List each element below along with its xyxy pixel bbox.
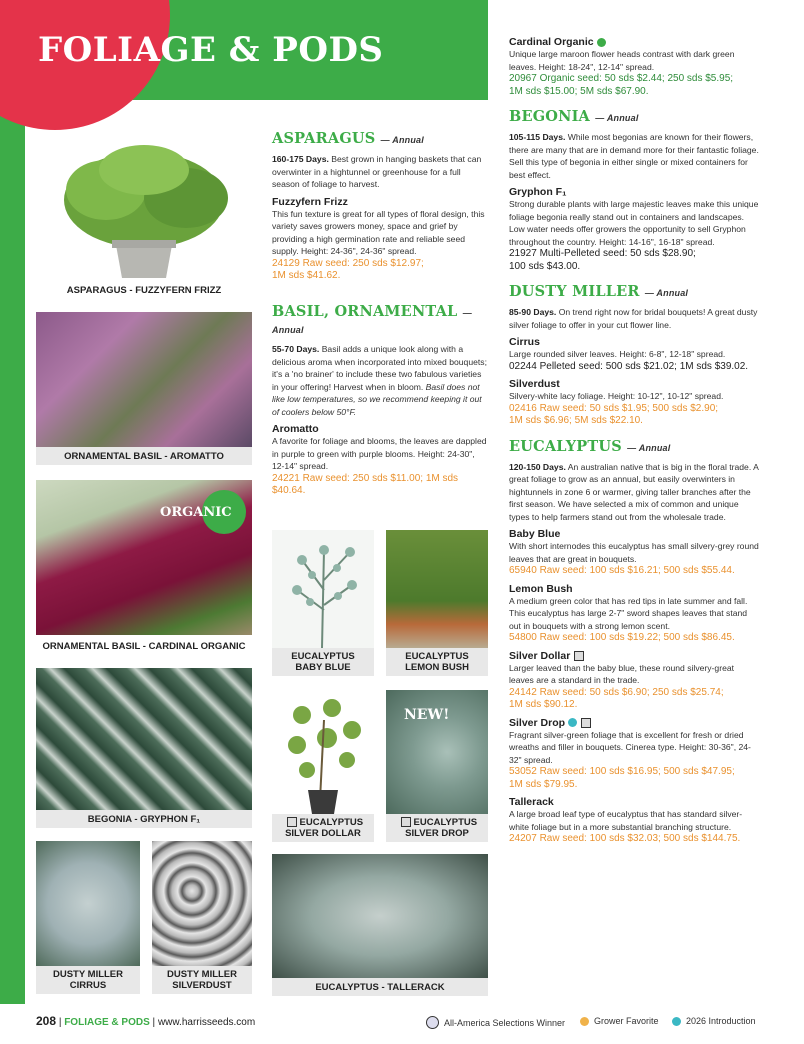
dusty-annual-label: — Annual <box>644 288 689 298</box>
organic-badge-label: ORGANIC <box>160 505 232 520</box>
euc-baby-blue-illustration <box>272 530 374 648</box>
legend-aas-label: All-America Selections Winner <box>444 1017 566 1028</box>
dusty-silverdust-photo <box>152 841 252 966</box>
basil-days: 55-70 Days. <box>272 344 320 354</box>
euc-baby-blue-caption-line1: EUCALYPTUS <box>291 651 355 662</box>
aas-award-icon <box>287 817 297 827</box>
variety-price: 100 sds $43.00. <box>509 260 581 272</box>
euc-silver-dollar-photo <box>272 690 374 814</box>
asparagus-photo <box>36 130 252 282</box>
variety-price: 21927 Multi-Pelleted seed: 50 sds $28.90; <box>509 248 696 259</box>
begonia-photo <box>36 668 252 810</box>
favorite-dot-icon <box>580 1017 589 1026</box>
begonia-annual-label: — Annual <box>595 113 639 123</box>
variety-desc: Strong durable plants with large majestic leaves make this unique foliage begonia really stand out in containers and landscapes. Low water needs offer growers the opportunity to sell Gryphon throughout the country. Height: 14-16", 16-18" spread. <box>509 199 759 247</box>
euc-silver-drop-caption <box>386 814 488 842</box>
variety-name: Baby Blue <box>509 528 561 540</box>
variety-price: 53052 Raw seed: 100 sds $16.95; 500 sds $47.95; <box>509 766 735 777</box>
variety-price: 24142 Raw seed: 50 sds $6.90; 250 sds $25.74; <box>509 686 724 698</box>
asparagus-illustration <box>36 130 252 282</box>
asparagus-heading <box>272 130 487 147</box>
euc-baby-blue-caption <box>272 648 374 676</box>
legend-favorite-label: Grower Favorite <box>594 1016 659 1026</box>
silver-drop-name: Silver Drop <box>509 716 566 729</box>
dusty-cirrus-caption-line1: DUSTY MILLER <box>52 969 124 980</box>
basil-annual-label: — Annual <box>272 308 472 335</box>
variety-price: 54800 Raw seed: 100 sds $19.22; 500 sds $86.45. <box>509 632 735 643</box>
begonia-heading-text: BEGONIA <box>509 108 591 125</box>
page-number: 208 <box>36 1014 57 1028</box>
variety-price: 1M sds $79.95. <box>509 778 578 790</box>
dusty-silverdust-caption-line2: SILVERDUST <box>172 980 232 991</box>
aas-award-icon <box>426 1016 439 1029</box>
variety-desc: A large broad leaf type of eucalyptus that has standard silver-white foliage but in a more substantial branching structure. <box>509 809 743 832</box>
euc-baby-blue-caption-line2: BABY BLUE <box>295 662 351 673</box>
euc-tallerack-photo <box>272 854 488 978</box>
variety-name: Cirrus <box>509 336 540 348</box>
basil-heading <box>272 303 487 337</box>
dusty-heading <box>509 283 759 300</box>
variety-price: 20967 Organic seed: 50 sds $2.44; 250 sds $5.95; <box>509 73 734 84</box>
variety-desc: Unique large maroon flower heads contrast with dark green leaves. Height: 18-24", 12-14" spread. <box>509 49 735 72</box>
variety-price: 65940 Raw seed: 100 sds $16.21; 500 sds $55.44. <box>509 565 735 576</box>
variety-name: Gryphon F₁ <box>509 186 567 198</box>
euc-silver-dollar-caption <box>272 814 374 842</box>
dusty-cirrus-caption-line2: CIRRUS <box>69 980 107 991</box>
left-green-bar <box>0 0 25 1004</box>
euc-silver-drop-caption-text: EUCALYPTUS <box>413 817 478 828</box>
variety-price: 1M sds $15.00; 5M sds $67.90. <box>509 85 649 97</box>
begonia-days: 105-115 Days. <box>509 132 566 142</box>
footer-separator: | <box>58 1017 62 1028</box>
dusty-silverdust-caption <box>152 966 252 994</box>
variety-desc: A favorite for foliage and blooms, the leaves are dappled in purple to green with purple blooms. Height: 24-30", 12-14" spread. <box>272 436 487 471</box>
dusty-cirrus-caption <box>36 966 140 994</box>
euc-silver-dollar-caption-line1 <box>283 817 363 828</box>
euc-lemon-bush-caption-line1: EUCALYPTUS <box>405 651 469 662</box>
legend-introduction <box>672 1016 756 1026</box>
variety-price: 02416 Raw seed: 50 sds $1.95; 500 sds $2.90; <box>509 402 719 414</box>
euc-lemon-bush-caption <box>386 648 488 676</box>
asparagus-heading-text: ASPARAGUS <box>272 130 376 147</box>
eucalyptus-intro <box>509 461 759 524</box>
footer-url[interactable]: www.harrisseeds.com <box>157 1017 256 1028</box>
footer-separator: | <box>152 1017 156 1028</box>
euc-silver-dollar-illustration <box>272 690 374 814</box>
begonia-intro <box>509 131 759 181</box>
variety-price: 1M sds $41.62. <box>272 270 341 281</box>
begonia-intro-text: While most begonias are known for their flowers, there are many that are in demand more for their fantastic foliage. Sell this type of begonia in either single or mixed containers for best effect. <box>509 132 759 180</box>
introduction-dot-icon <box>672 1017 681 1026</box>
aas-award-icon <box>401 817 411 827</box>
basil-aromatto-photo <box>36 312 252 447</box>
dusty-days: 85-90 Days. <box>509 307 557 317</box>
dusty-silverdust-caption-line1: DUSTY MILLER <box>166 969 238 980</box>
variety-price: 02244 Pelleted seed: 500 sds $21.02; 1M sds $39.02. <box>509 360 749 372</box>
variety-name <box>509 650 759 662</box>
variety-price: 1M sds $6.96; 5M sds $22.10. <box>509 415 643 426</box>
variety-name <box>509 717 759 729</box>
asparagus-intro-text: Best grown in hanging baskets that can overwinter in a hightunnel or greenhouse for a full season of foliage to harvest. <box>272 154 482 189</box>
variety-desc: This fun texture is great for all types of floral design, this variety saves growers money, space and grief by providing a high germination rate and reliable seed supply. Height: 24-36", 24-36" spread. <box>272 208 485 256</box>
page-title: FOLIAGE & PODS <box>38 30 384 70</box>
silver-dollar-name: Silver Dollar <box>509 649 571 662</box>
eucalyptus-intro-text: An australian native that is big in the floral trade. A great foliage to grow as an annual, but easily overwinters in hightunnels in zone 6 or warmer, giving taller branches after the first season. We have selected a mix of common and unique types to help farmers stand out from the wholesale trade. <box>509 461 759 522</box>
euc-silver-drop-caption-line2: SILVER DROP <box>405 828 469 839</box>
asparagus-days: 160-175 Days. <box>272 154 329 164</box>
organic-dot-icon <box>597 38 606 47</box>
euc-silver-drop-caption-line1 <box>397 817 477 828</box>
eucalyptus-heading-text: EUCALYPTUS <box>509 437 622 455</box>
dusty-cirrus-photo <box>36 841 140 966</box>
introduction-dot-icon <box>568 718 577 727</box>
variety-desc: Large rounded silver leaves. Height: 6-8", 12-18" spread. <box>509 349 726 359</box>
legend-favorite <box>580 1016 659 1026</box>
variety-name: Fuzzyfern Frizz <box>272 195 348 208</box>
euc-silver-dollar-caption-text: EUCALYPTUS <box>299 817 364 828</box>
variety-desc: A medium green color that has red tips in late summer and fall. This eucalyptus has large 2-7" sword shapes leaves that stand out in bouquets with a strong lemon scent. <box>509 595 748 631</box>
aas-award-icon <box>574 651 584 661</box>
asparagus-section <box>272 130 487 283</box>
new-badge: NEW! <box>404 707 450 723</box>
cardinal-name: Cardinal Organic <box>509 36 594 48</box>
basil-heading-text: BASIL, ORNAMENTAL <box>272 303 458 320</box>
basil-intro <box>272 343 487 418</box>
right-column <box>509 36 759 846</box>
asparagus-annual-label: — Annual <box>380 135 424 145</box>
footer-section: FOLIAGE & PODS <box>64 1017 150 1028</box>
aas-award-icon <box>581 718 591 728</box>
variety-price: 24221 Raw seed: 250 sds $11.00; 1M sds $40.64. <box>272 472 459 496</box>
dusty-heading-text: DUSTY MILLER <box>509 283 640 300</box>
eucalyptus-annual-label: — Annual <box>627 442 671 453</box>
euc-lemon-bush-photo <box>386 530 488 648</box>
asparagus-caption: ASPARAGUS - FUZZYFERN FRIZZ <box>66 285 222 296</box>
basil-intro-text: Basil adds a unique look along with a delicious aroma when incorporated into mixed bouquets; it's a 'no brainer' to include these two fabulous varieties in your offering! Harvest when in bloom. <box>272 344 487 392</box>
variety-desc: With short internodes this eucalyptus has small silvery-grey round leaves that are great in bouquets. <box>509 541 759 564</box>
euc-lemon-bush-caption-line2: LEMON BUSH <box>405 662 469 673</box>
dusty-intro <box>509 306 759 331</box>
variety-desc: Larger leaved than the baby blue, these round silvery-great leaves are a standard in the trade. <box>509 662 735 685</box>
begonia-heading <box>509 108 759 125</box>
legend-aas <box>426 1016 565 1029</box>
variety-price: 24129 Raw seed: 250 sds $12.97; <box>272 257 424 269</box>
variety-name: Aromatto <box>272 423 319 435</box>
asparagus-intro <box>272 153 487 191</box>
euc-baby-blue-photo <box>272 530 374 648</box>
variety-desc: Silvery-white lacy foliage. Height: 10-12", 10-12" spread. <box>509 391 724 401</box>
basil-intro-note: Basil does not like low temperatures, so we recommend keeping it out of coolers below 50°F. <box>272 381 482 417</box>
variety-desc: Fragrant silver-green foliage that is excellent for fresh or dried wreaths and filler in bouquets. Cinerea type. Height: 30-36", 24-32" spread. <box>509 729 751 765</box>
euc-tallerack-caption: EUCALYPTUS - TALLERACK <box>272 978 488 996</box>
legend-introduction-label: 2026 Introduction <box>686 1016 756 1026</box>
variety-price: 24207 Raw seed: 100 sds $32.03; 500 sds $144.75. <box>509 833 741 844</box>
variety-name: Tallerack <box>509 796 554 808</box>
footer <box>36 1014 255 1028</box>
variety-name: Lemon Bush <box>509 582 573 595</box>
basil-cardinal-caption: ORNAMENTAL BASIL - CARDINAL ORGANIC <box>42 641 246 652</box>
variety-price: 1M sds $90.12. <box>509 699 578 710</box>
variety-name: Silverdust <box>509 378 560 390</box>
variety-name <box>509 36 759 48</box>
basil-section <box>272 303 487 498</box>
euc-silver-dollar-caption-line2: SILVER DOLLAR <box>285 828 361 839</box>
dusty-intro-text: On trend right now for bridal bouquets! A great dusty silver foliage to offer in your cut flower line. <box>509 307 758 330</box>
eucalyptus-heading <box>509 438 759 455</box>
eucalyptus-days: 120-150 Days. <box>509 461 566 472</box>
basil-aromatto-caption: ORNAMENTAL BASIL - AROMATTO <box>36 447 252 465</box>
begonia-caption: BEGONIA - GRYPHON F₁ <box>36 810 252 828</box>
